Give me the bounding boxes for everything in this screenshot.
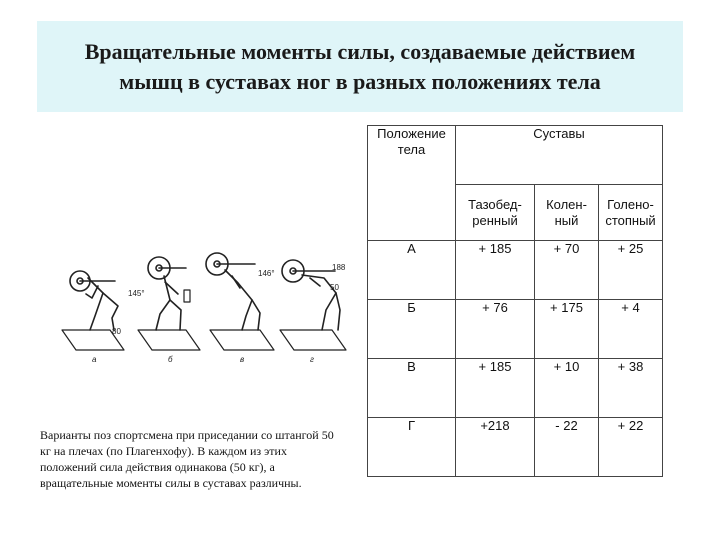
knee-value: + 70 [535,241,599,300]
angle-label-a: 145° [128,289,145,298]
title-line-2: мышц в суставах ног в разных положениях тела [119,68,601,94]
row-position: Б [368,300,456,359]
title-line-1: Вращательные моменты силы, создаваемые действием [84,38,636,64]
ankle-value: + 22 [599,418,663,477]
col-ankle-header: Голено- стопный [599,185,663,241]
hip-value: + 185 [456,241,535,300]
row-position: Г [368,418,456,477]
knee-value: + 10 [535,359,599,418]
ankle-value: + 4 [599,300,663,359]
slide-title [85,37,636,97]
hip-value: + 76 [456,300,535,359]
pose-a [62,271,124,350]
pose-label-a: а [92,355,97,364]
ankle-value: + 25 [599,241,663,300]
angle-label-d: 188 [332,263,346,272]
figure-number-1: 80 [112,327,121,336]
squat-poses-figure [40,238,360,370]
position-header: Положение тела [368,126,456,241]
joints-header: Суставы [456,126,663,185]
torque-table [367,125,663,477]
pose-d [280,260,346,350]
row-position: А [368,241,456,300]
table-header-row [368,126,663,185]
table-row [368,241,663,300]
angle-label-c: 146° [258,269,275,278]
figure-caption: Варианты поз спортсмена при приседании со штангой 50 кг на плечах (по Плагенхофу). В каждом из этих положений сила действия одинакова (50 кг), а вращательные моменты силы в суставах различны. [40,428,334,490]
figure-number-2: 50 [330,283,339,292]
pose-label-d: г [310,355,314,364]
col-hip-header: Тазобед- ренный [456,185,535,241]
hip-value: + 185 [456,359,535,418]
hip-value: +218 [456,418,535,477]
row-position: В [368,359,456,418]
title-banner [37,21,683,112]
table-row [368,359,663,418]
table-row [368,418,663,477]
pose-label-c: в [240,355,245,364]
ankle-value: + 38 [599,359,663,418]
pose-b [138,257,200,350]
table-row [368,300,663,359]
col-knee-header: Колен- ный [535,185,599,241]
knee-value: - 22 [535,418,599,477]
pose-c [206,253,274,350]
pose-label-b: б [168,355,173,364]
knee-value: + 175 [535,300,599,359]
